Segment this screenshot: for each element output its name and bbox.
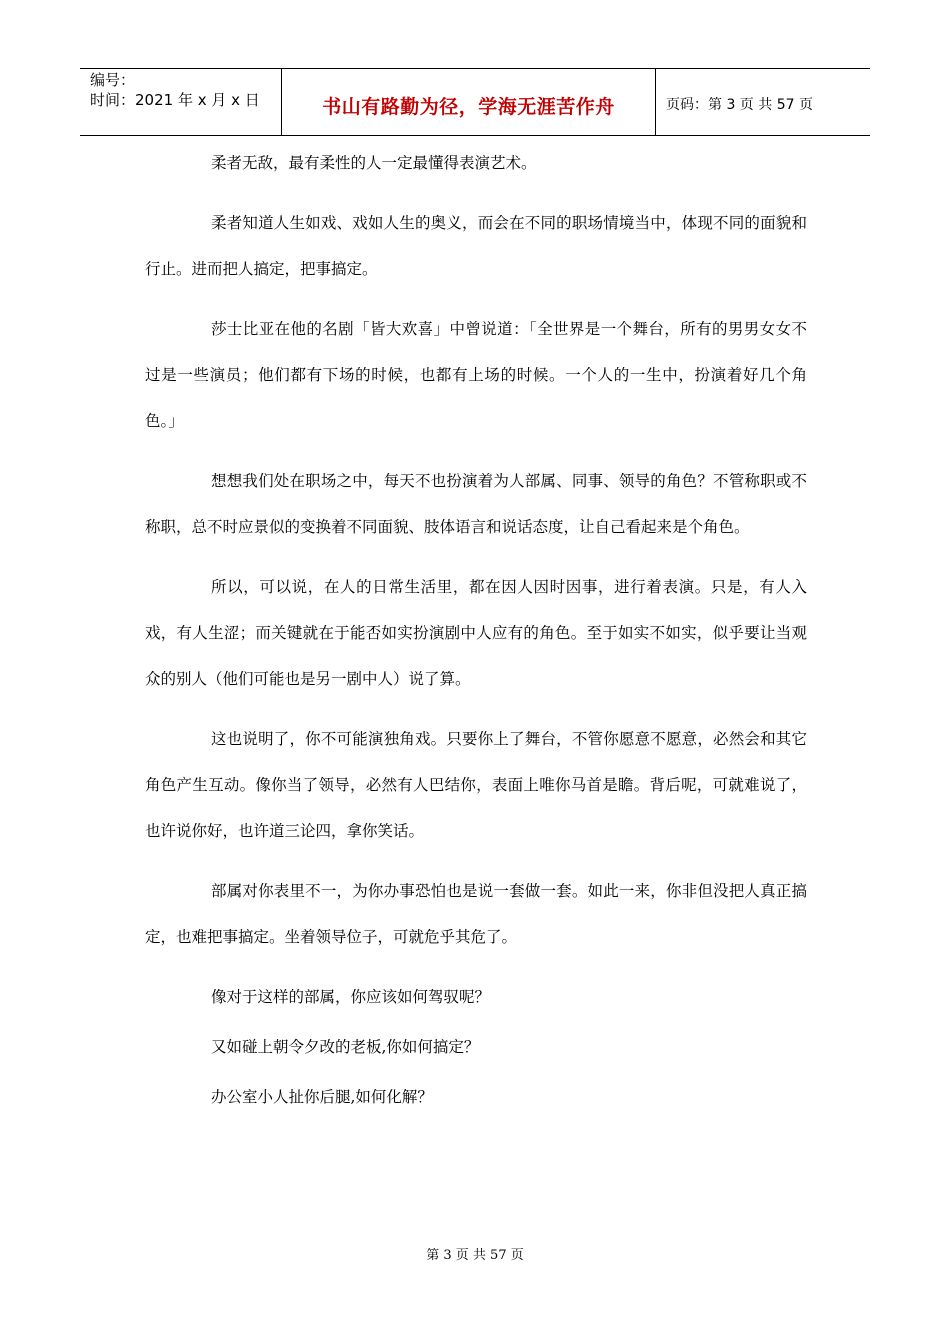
header-meta	[80, 69, 282, 135]
header-motto: 书山有路勤为径，学海无涯苦作舟	[322, 95, 615, 118]
header-motto-cell	[282, 69, 656, 135]
page-footer: 第 3 页 共 57 页	[426, 1248, 524, 1263]
body-paragraph: 莎士比亚在他的名剧「皆大欢喜」中曾说道：「全世界是一个舞台，所有的男男女女不过是一些演员；他们都有下场的时候，也都有上场的时候。一个人的一生中，扮演着好几个角色。」	[145, 320, 807, 430]
body-paragraph: 柔者知道人生如戏、戏如人生的奥义，而会在不同的职场情境当中，体现不同的面貌和行止。进而把人搞定，把事搞定。	[145, 214, 807, 278]
body-paragraph: 部属对你表里不一，为你办事恐怕也是说一套做一套。如此一来，你非但没把人真正搞定，也难把事搞定。坐着领导位子，可就危乎其危了。	[145, 882, 807, 946]
body-paragraph: 想想我们处在职场之中，每天不也扮演着为人部属、同事、领导的角色？不管称职或不称职，总不时应景似的变换着不同面貌、肢体语言和说话态度，让自己看起来是个角色。	[145, 472, 807, 536]
document-number-label: 编号：	[90, 71, 136, 89]
document-header	[80, 68, 870, 136]
body-paragraph: 像对于这样的部属，你应该如何驾驭呢？	[211, 988, 491, 1006]
body-paragraph: 办公室小人扯你后腿,如何化解？	[211, 1088, 433, 1106]
header-page-info: 页码：第 3 页 共 57 页	[666, 97, 813, 113]
body-paragraph: 所以，可以说，在人的日常生活里，都在因人因时因事，进行着表演。只是，有人入戏，有人生涩；而关键就在于能否如实扮演剧中人应有的角色。至于如实不如实，似乎要让当观众的别人（他们可能也是另一剧中人）说了算。	[145, 578, 807, 688]
body-paragraph: 又如碰上朝令夕改的老板,你如何搞定？	[211, 1038, 480, 1056]
body-paragraph: 这也说明了，你不可能演独角戏。只要你上了舞台，不管你愿意不愿意，必然会和其它角色产生互动。像你当了领导，必然有人巴结你，表面上唯你马首是瞻。背后呢，可就难说了，也许说你好，也许道三论四，拿你笑话。	[145, 730, 807, 840]
document-time-label: 时间：2021 年 x 月 x 日	[90, 91, 260, 109]
document-body	[145, 140, 807, 1120]
body-paragraph: 柔者无敌，最有柔性的人一定最懂得表演艺术。	[211, 154, 537, 172]
